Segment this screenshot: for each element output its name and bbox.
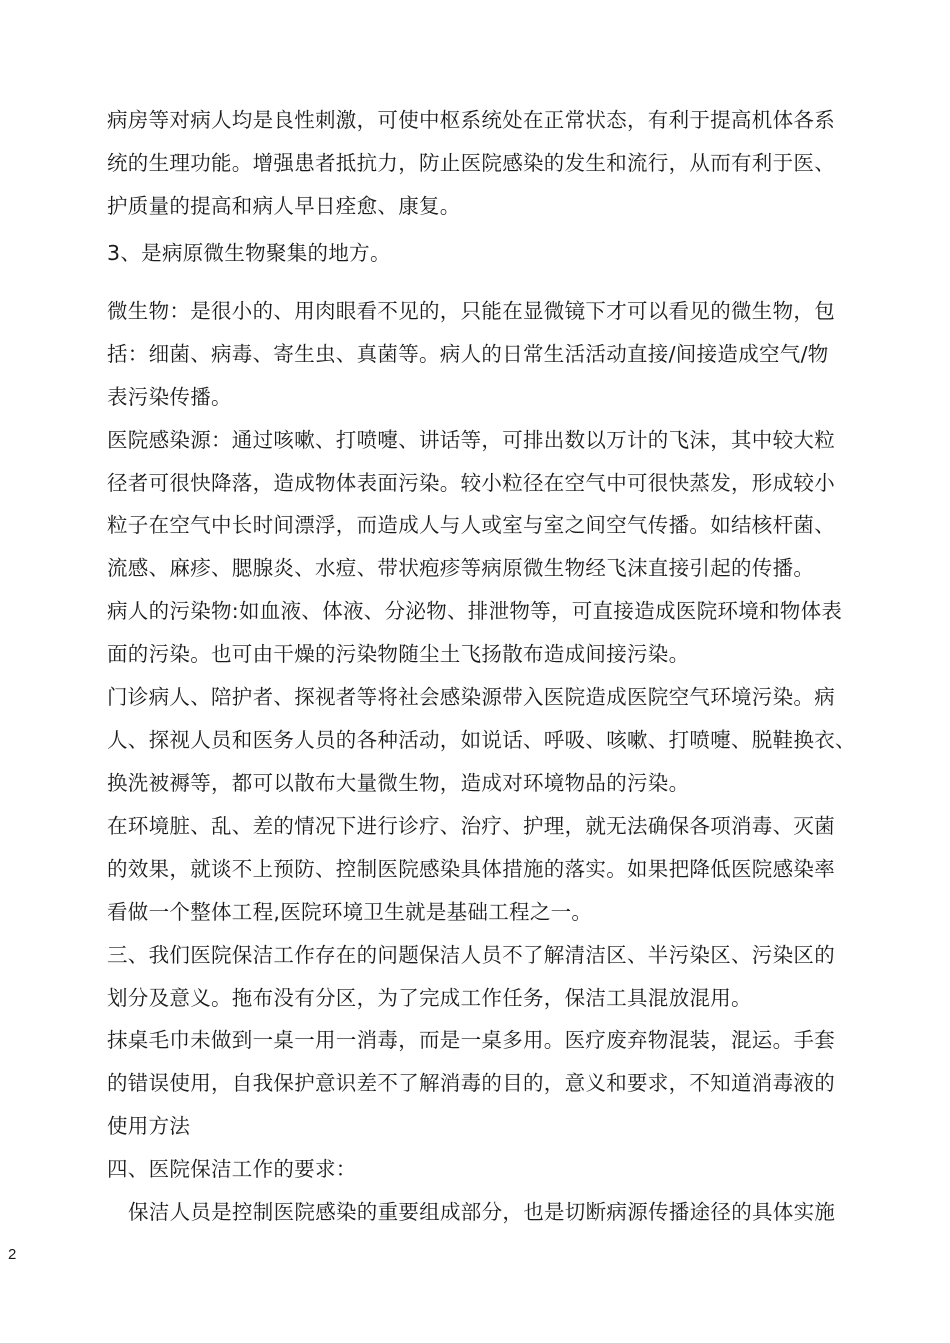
text-line: 病房等对病人均是良性刺激，可使中枢系统处在正常状态，有利于提高机体各系: [107, 108, 835, 132]
text-line: 护质量的提高和病人早日痊愈、康复。: [107, 194, 461, 218]
text-line: 微生物：是很小的、用肉眼看不见的，只能在显微镜下才可以看见的微生物，包: [107, 299, 835, 323]
text-line: 流感、麻疹、腮腺炎、水痘、带状疱疹等病原微生物经飞沫直接引起的传播。: [107, 556, 815, 580]
text-line: 统的生理功能。增强患者抵抗力，防止医院感染的发生和流行，从而有利于医、: [107, 151, 835, 175]
section-heading: 三、我们医院保洁工作存在的问题保洁人员不了解清洁区、半污染区、污染区的: [107, 943, 835, 967]
section-heading: 3、是病原微生物聚集的地方。: [107, 241, 391, 265]
text-line: 的效果，就谈不上预防、控制医院感染具体措施的落实。如果把降低医院感染率: [107, 857, 835, 881]
text-line: 医院感染源：通过咳嗽、打喷嚏、讲话等，可排出数以万计的飞沫，其中较大粒: [107, 428, 835, 452]
text-line: 使用方法: [107, 1114, 191, 1138]
text-line: 看做一个整体工程,医院环境卫生就是基础工程之一。: [107, 900, 593, 924]
text-line: 划分及意义。拖布没有分区，为了完成工作任务，保洁工具混放混用。: [107, 986, 752, 1010]
text-line: 抹桌毛巾未做到一桌一用一消毒，而是一桌多用。医疗废弃物混装，混运。手套: [107, 1028, 835, 1052]
section-heading: 四、医院保洁工作的要求：: [107, 1157, 357, 1181]
text-line: 径者可很快降落，造成物体表面污染。较小粒径在空气中可很快蒸发，形成较小: [107, 471, 835, 495]
text-line: 保洁人员是控制医院感染的重要组成部分，也是切断病源传播途径的具体实施: [128, 1200, 836, 1224]
text-line: 人、探视人员和医务人员的各种活动，如说话、呼吸、咳嗽、打喷嚏、脱鞋换衣、: [107, 728, 856, 752]
text-line: 粒子在空气中长时间漂浮，而造成人与人或室与室之间空气传播。如结核杆菌、: [107, 513, 835, 537]
text-line: 门诊病人、陪护者、探视者等将社会感染源带入医院造成医院空气环境污染。病: [107, 685, 835, 709]
text-line: 在环境脏、乱、差的情况下进行诊疗、治疗、护理，就无法确保各项消毒、灭菌: [107, 814, 835, 838]
text-line: 病人的污染物:如血液、体液、分泌物、排泄物等，可直接造成医院环境和物体表: [107, 599, 843, 623]
page-number: 2: [8, 1246, 17, 1263]
text-line: 面的污染。也可由干燥的污染物随尘土飞扬散布造成间接污染。: [107, 642, 690, 666]
text-line: 换洗被褥等，都可以散布大量微生物，造成对环境物品的污染。: [107, 771, 690, 795]
text-line: 的错误使用，自我保护意识差不了解消毒的目的，意义和要求，不知道消毒液的: [107, 1071, 835, 1095]
text-line: 表污染传播。: [107, 385, 232, 409]
text-line: 括：细菌、病毒、寄生虫、真菌等。病人的日常生活活动直接/间接造成空气/物: [107, 342, 829, 366]
